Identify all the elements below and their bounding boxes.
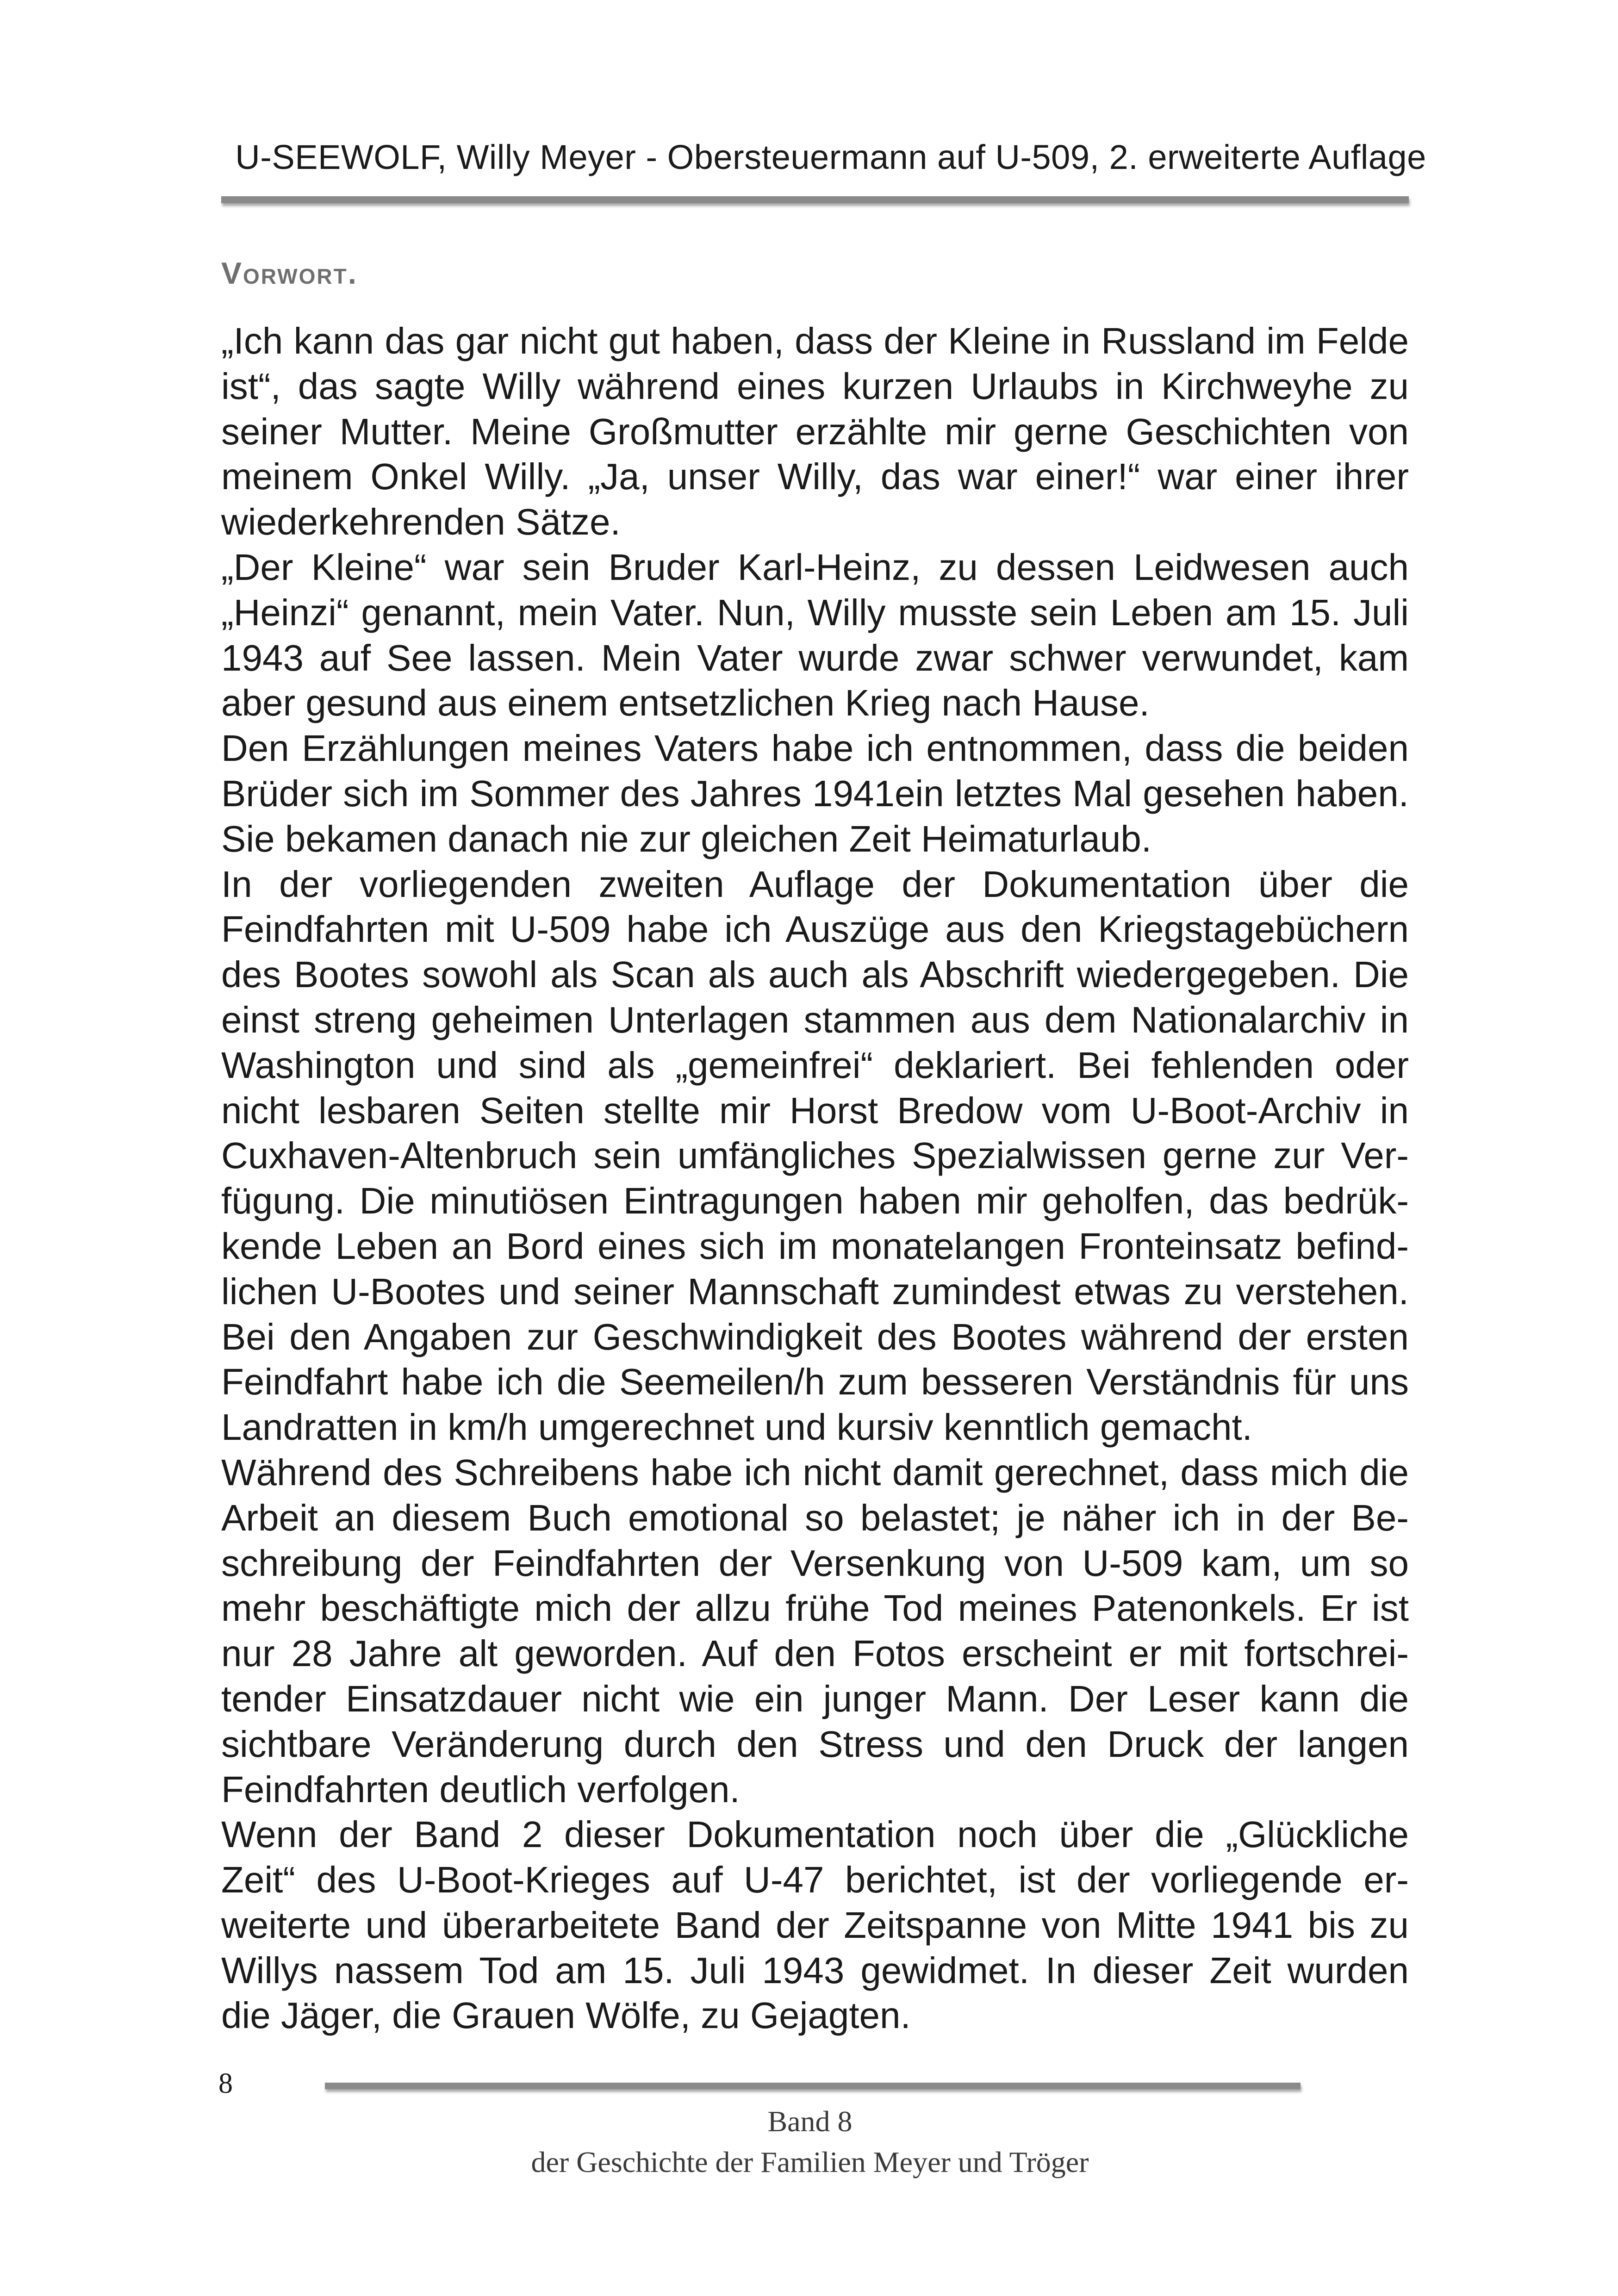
footer-rule: [325, 2083, 1301, 2089]
footer-band-label: Band 8: [767, 2105, 853, 2138]
section-heading: Vorwort.: [221, 256, 358, 290]
text-line: Zeit“ des U-Boot-Krieges auf U-47 berichtet, ist der vorliegende er-: [221, 1859, 1409, 1901]
text-line: 1943 auf See lassen. Mein Vater wurde zwar schwer verwundet, kam: [221, 637, 1409, 678]
text-line: ist“, das sagte Willy während eines kurzen Urlaubs in Kirchweyhe zu: [221, 365, 1409, 407]
text-line: Bei den Angaben zur Geschwindigkeit des Bootes während der ersten: [221, 1316, 1409, 1357]
text-line: mehr beschäftigte mich der allzu frühe Tod meines Patenonkels. Er ist: [221, 1587, 1409, 1629]
text-line: In der vorliegenden zweiten Auflage der Dokumentation über die: [221, 863, 1409, 905]
text-line: aber gesund aus einem entsetzlichen Krieg nach Hause.: [221, 682, 1150, 724]
text-line: nur 28 Jahre alt geworden. Auf den Fotos erscheint er mit fortschrei-: [221, 1633, 1409, 1674]
text-line: fügung. Die minutiösen Eintragungen haben mir geholfen, das bedrük-: [221, 1180, 1409, 1222]
text-line: wiederkehrenden Sätze.: [221, 501, 621, 543]
text-line: Willys nassem Tod am 15. Juli 1943 gewidmet. In dieser Zeit wurden: [221, 1949, 1409, 1991]
text-line: lichen U-Bootes und seiner Mannschaft zumindest etwas zu verstehen.: [221, 1270, 1409, 1312]
text-line: weiterte und überarbeitete Band der Zeitspanne von Mitte 1941 bis zu: [221, 1904, 1409, 1946]
text-line: Cuxhaven-Altenbruch sein umfängliches Spezialwissen gerne zur Ver-: [221, 1135, 1409, 1176]
text-line: meinem Onkel Willy. „Ja, unser Willy, das war einer!“ war einer ihrer: [221, 456, 1409, 498]
footer-series-label: der Geschichte der Familien Meyer und Tröger: [531, 2146, 1089, 2178]
header-rule: [221, 196, 1409, 203]
text-line: einst streng geheimen Unterlagen stammen aus dem Nationalarchiv in: [221, 999, 1409, 1040]
text-line: Washington und sind als „gemeinfrei“ deklariert. Bei fehlenden oder: [221, 1044, 1409, 1086]
text-line: Feindfahrt habe ich die Seemeilen/h zum besseren Verständnis für uns: [221, 1361, 1409, 1403]
body-text: [221, 318, 1409, 2038]
text-line: kende Leben an Bord eines sich im monatelangen Fronteinsatz befind-: [221, 1225, 1409, 1267]
text-line: Arbeit an diesem Buch emotional so belastet; je näher ich in der Be-: [221, 1497, 1409, 1538]
running-header: U-SEEWOLF, Willy Meyer - Obersteuermann auf U-509, 2. erweiterte Auflage: [235, 138, 1426, 176]
text-line: Landratten in km/h umgerechnet und kursiv kenntlich gemacht.: [221, 1406, 1252, 1448]
page-number: 8: [218, 2068, 233, 2099]
text-line: seiner Mutter. Meine Großmutter erzählte mir gerne Geschichten von: [221, 411, 1409, 452]
text-line: die Jäger, die Grauen Wölfe, zu Gejagten.: [221, 1995, 911, 2036]
text-line: Feindfahrten mit U-509 habe ich Auszüge aus den Kriegstagebüchern: [221, 908, 1409, 950]
text-line: Feindfahrten deutlich verfolgen.: [221, 1768, 740, 1810]
text-line: Den Erzählungen meines Vaters habe ich entnommen, dass die beiden: [221, 728, 1409, 769]
text-line: Brüder sich im Sommer des Jahres 1941ein letztes Mal gesehen haben.: [221, 772, 1409, 814]
text-line: Sie bekamen danach nie zur gleichen Zeit Heimaturlaub.: [221, 818, 1152, 859]
text-line: nicht lesbaren Seiten stellte mir Horst Bredow vom U-Boot-Archiv in: [221, 1089, 1409, 1131]
text-line: „Ich kann das gar nicht gut haben, dass der Kleine in Russland im Felde: [221, 320, 1409, 361]
text-line: sichtbare Veränderung durch den Stress und den Druck der langen: [221, 1723, 1409, 1765]
text-line: schreibung der Feindfahrten der Versenkung von U-509 kam, um so: [221, 1542, 1409, 1584]
text-line: „Heinzi“ genannt, mein Vater. Nun, Willy musste sein Leben am 15. Juli: [221, 591, 1409, 633]
text-line: „Der Kleine“ war sein Bruder Karl-Heinz, zu dessen Leidwesen auch: [221, 546, 1409, 588]
text-line: Während des Schreibens habe ich nicht damit gerechnet, dass mich die: [221, 1451, 1409, 1493]
text-line: des Bootes sowohl als Scan als auch als Abschrift wiedergegeben. Die: [221, 954, 1409, 996]
text-line: tender Einsatzdauer nicht wie ein junger Mann. Der Leser kann die: [221, 1678, 1409, 1719]
text-line: Wenn der Band 2 dieser Dokumentation noch über die „Glückliche: [221, 1814, 1409, 1855]
